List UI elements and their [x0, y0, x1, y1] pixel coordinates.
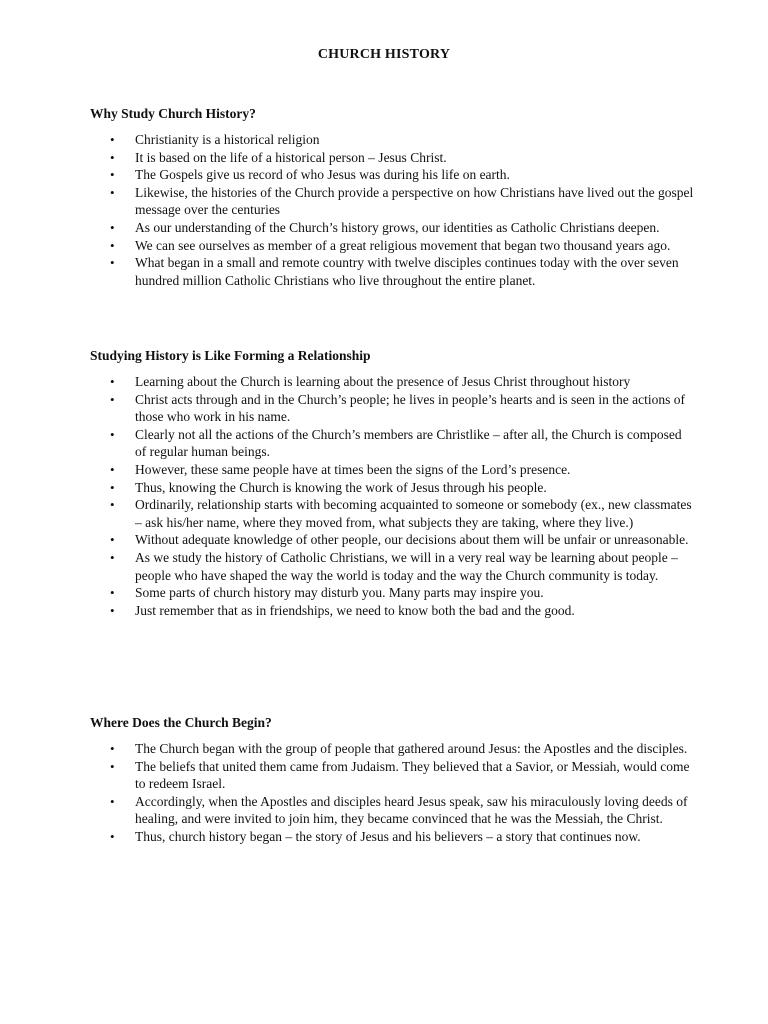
- list-item-text: Thus, knowing the Church is knowing the work of Jesus through his people.: [135, 479, 547, 495]
- list-item: [90, 254, 695, 289]
- section-heading: Studying History is Like Forming a Relationship: [90, 348, 371, 363]
- list-item: [90, 740, 695, 758]
- list-item-text: As our understanding of the Church’s history grows, our identities as Catholic Christians deepen.: [135, 219, 660, 235]
- list-item: [90, 184, 695, 219]
- list-item-text: Ordinarily, relationship starts with becoming acquainted to someone or somebody (ex., new classmates – ask his/her name, where they moved from, what subjects they are taking, where they live.): [135, 497, 692, 530]
- document-title: CHURCH HISTORY: [317, 47, 451, 62]
- list-item: [90, 373, 695, 391]
- bullet-icon: •: [110, 132, 115, 147]
- list-item-text: As we study the history of Catholic Christians, we will in a very real way be learning about people – people who have shaped the way the world is today and the way the Church community is today.: [135, 549, 678, 583]
- list-item-text: Without adequate knowledge of other people, our decisions about them will be unfair or unreasonable.: [135, 532, 689, 548]
- list-item: [90, 131, 695, 149]
- bullet-icon: •: [110, 461, 115, 477]
- list-item: [90, 758, 695, 793]
- section-church-begin: [90, 714, 690, 846]
- list-item-text: However, these same people have at times been the signs of the Lord’s presence.: [135, 461, 571, 477]
- list-item-text: It is based on the life of a historical person – Jesus Christ.: [135, 149, 447, 165]
- list-item-text: Christ acts through and in the Church’s people; he lives in people’s hearts and is seen in the actions of those who work in his name.: [135, 391, 686, 425]
- bullet-icon: •: [110, 237, 115, 253]
- list-item-text: Christianity is a historical religion: [135, 132, 320, 147]
- list-item: [90, 602, 695, 620]
- list-item-text: Thus, church history began – the story of Jesus and his believers – a story that continues now.: [135, 828, 641, 844]
- section-heading: Why Study Church History?: [90, 106, 256, 121]
- list-item-text: The Gospels give us record of who Jesus was during his life on earth.: [135, 167, 510, 183]
- bullet-icon: •: [110, 149, 115, 165]
- section-heading: Where Does the Church Begin?: [90, 715, 272, 730]
- bullet-icon: •: [110, 532, 115, 548]
- bullet-icon: •: [110, 602, 115, 618]
- bullet-icon: •: [110, 793, 115, 809]
- list-item-text: Likewise, the histories of the Church provide a perspective on how Christians have lived out the gospel message over the centuries: [135, 184, 694, 218]
- bullet-icon: •: [110, 741, 115, 756]
- list-item: [90, 461, 695, 479]
- list-item: [90, 426, 695, 461]
- bullet-icon: •: [110, 758, 115, 774]
- list-item-text: Some parts of church history may disturb you. Many parts may inspire you.: [135, 585, 544, 601]
- bullet-icon: •: [110, 479, 115, 495]
- bullet-icon: •: [110, 426, 115, 442]
- bullet-list: [90, 131, 694, 289]
- list-item: [90, 479, 695, 497]
- list-item-text: Clearly not all the actions of the Church’s members are Christlike – after all, the Church is composed of regular human beings.: [135, 426, 682, 460]
- list-item: [90, 549, 695, 584]
- list-item-text: What began in a small and remote country with twelve disciples continues today with the over seven hundred million Catholic Christians who live throughout the entire planet.: [135, 255, 679, 288]
- list-item: [90, 219, 695, 237]
- list-item-text: Accordingly, when the Apostles and disciples heard Jesus speak, saw his miraculously loving deeds of healing, and were invited to join him, they became convinced that he was the Messiah, the Christ.: [135, 793, 688, 827]
- list-item-text: The beliefs that united them came from Judaism. They believed that a Savior, or Messiah, would come to redeem Israel.: [135, 758, 690, 792]
- bullet-list: [90, 740, 690, 846]
- bullet-icon: •: [110, 255, 115, 271]
- section-forming-relationship: [90, 347, 690, 619]
- bullet-icon: •: [110, 828, 115, 844]
- list-item-text: We can see ourselves as member of a great religious movement that began two thousand years ago.: [135, 237, 671, 253]
- list-item: [90, 531, 695, 549]
- section-why-study: [90, 105, 694, 289]
- bullet-icon: •: [110, 549, 115, 565]
- list-item-text: Just remember that as in friendships, we need to know both the bad and the good.: [135, 602, 575, 618]
- bullet-icon: •: [110, 497, 115, 513]
- bullet-icon: •: [110, 167, 115, 183]
- bullet-icon: •: [110, 391, 115, 407]
- bullet-icon: •: [110, 219, 115, 235]
- list-item: [90, 237, 695, 255]
- bullet-icon: •: [110, 585, 115, 601]
- list-item-text: Learning about the Church is learning about the presence of Jesus Christ throughout history: [135, 374, 631, 389]
- bullet-icon: •: [110, 184, 115, 200]
- list-item: [90, 828, 695, 846]
- list-item: [90, 793, 695, 828]
- list-item: [90, 166, 695, 184]
- list-item: [90, 584, 695, 602]
- list-item: [90, 149, 695, 167]
- bullet-list: [90, 373, 690, 619]
- list-item: [90, 391, 695, 426]
- list-item: [90, 496, 695, 531]
- bullet-icon: •: [110, 374, 115, 389]
- list-item-text: The Church began with the group of people that gathered around Jesus: the Apostles and the disciples.: [135, 741, 688, 756]
